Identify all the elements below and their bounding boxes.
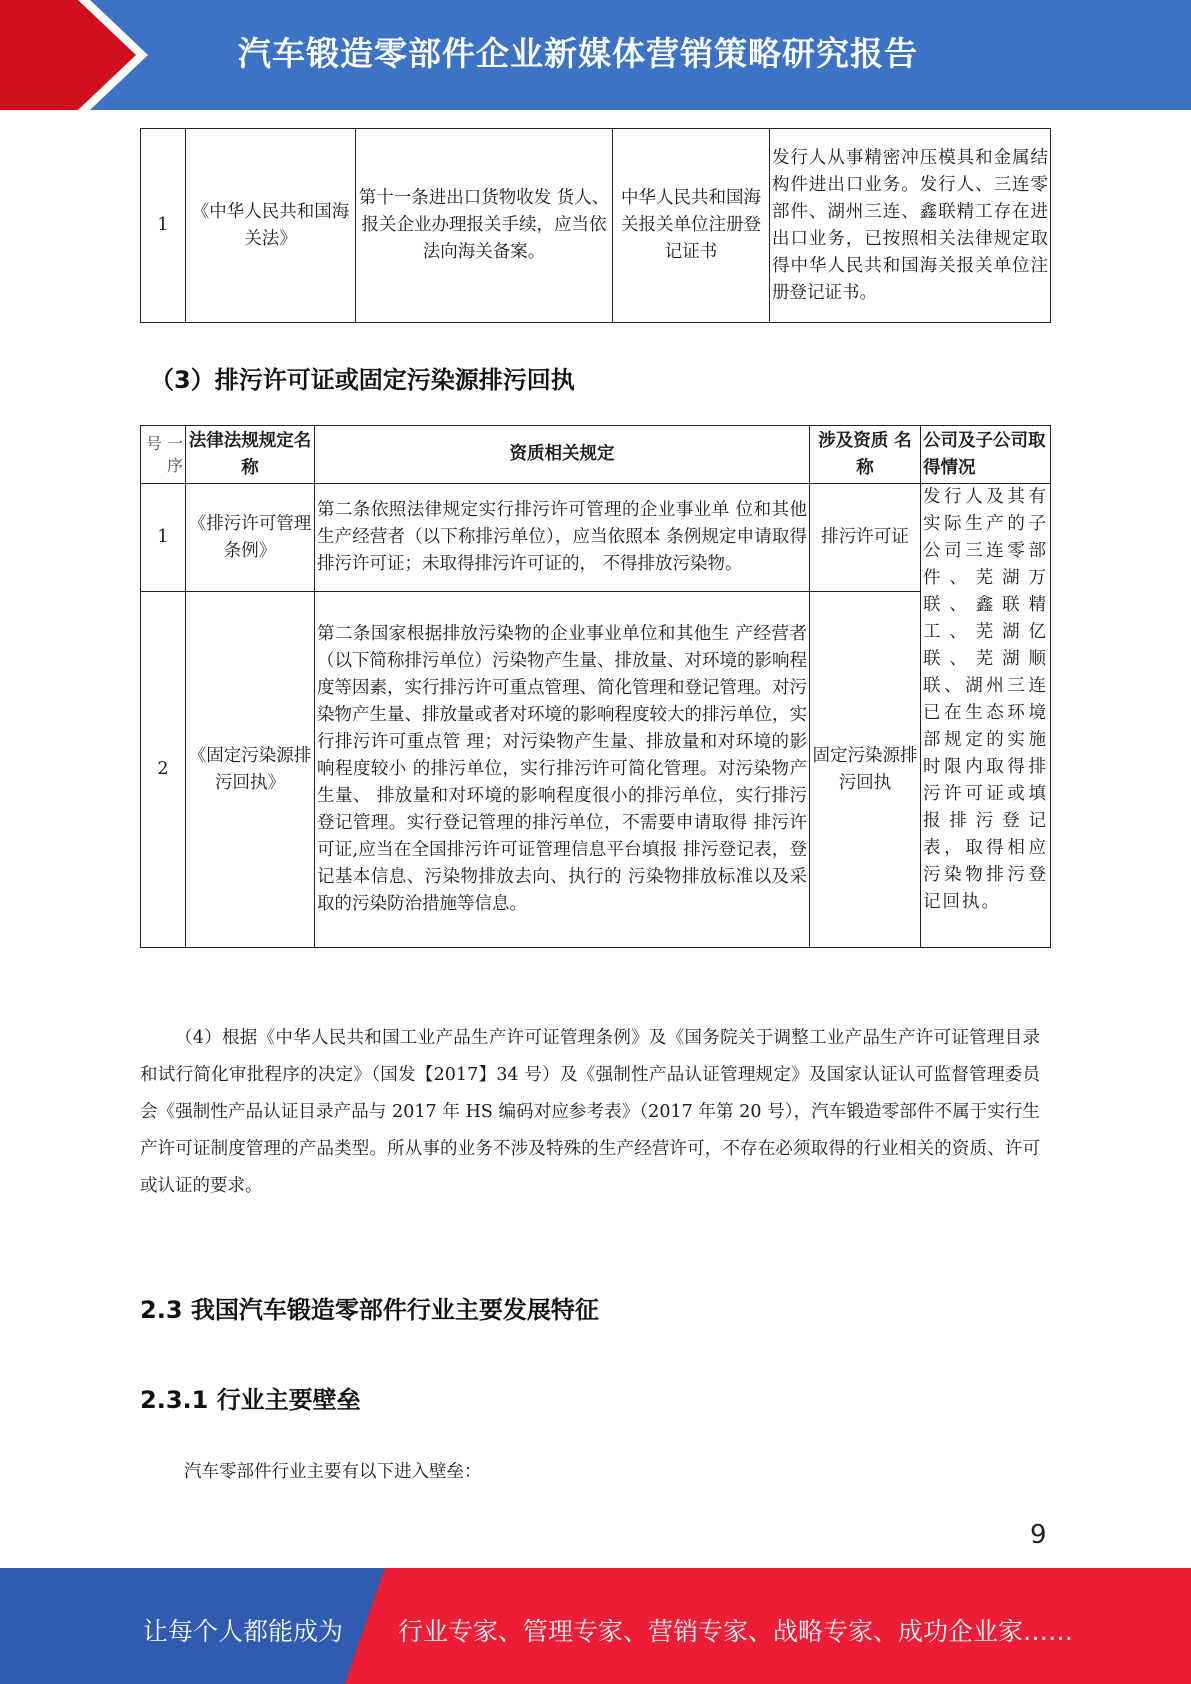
qualification-name: 中华人民共和国海关报关单位注册登记证书 [613,129,770,323]
header-no [141,426,186,484]
page-number: 9 [1030,1520,1047,1550]
qualification-name: 固定污染源排污回执 [810,592,921,948]
row-number: 2 [141,592,186,948]
section-heading-3: （3）排污许可证或固定污染源排污回执 [150,366,575,394]
section-heading-2-3-1: 2.3.1 行业主要壁垒 [140,1386,361,1414]
rule-text: 第二条依照法律规定实行排污许可管理的企业事业单 位和其他生产经营者（以下称排污单位），应当依照本 条例规定申请取得排污许可证；未取得排污许可证的， 不得排放污染物。 [315,484,810,592]
table-row [141,592,1051,948]
row-number: 1 [141,129,186,323]
law-name: 《中华人民共和国海关法》 [186,129,356,323]
table-header-row [141,426,1051,484]
header-qualification: 涉及资质 名称 [810,426,921,484]
row-number: 1 [141,484,186,592]
header-no-top: 号 一 [145,433,183,453]
acquisition-status: 发行人从事精密冲压模具和金属结构件进出口业务。发行人、三连零部件、湖州三连、鑫联精工存在进出口业务，已按照相关法律规定取得中华人民共和国海关报关单位注册登记证书。 [770,129,1051,323]
page-footer [0,1568,1191,1684]
law-name: 《固定污染源排污回执》 [186,592,315,948]
intro-paragraph: 汽车零部件行业主要有以下进入壁垒： [184,1462,482,1482]
table-row [141,484,1051,592]
rule-text: 第二条国家根据排放污染物的企业事业单位和其他生 产经营者（以下简称排污单位）污染物产生量、排放量、对环境的影响程度等因素，实行排污许可重点管理、简化管理和登记管理。对污染物产生量、排放量或者对环境的影响程度较大的排污单位，实行排污许可重点管 理；对污染物产生量、排放量和对环境的影响程度较小 的排污单位，实行排污许可简化管理。对污染物产生量、 排放量和对环境的影响程度很小的排污单位，实行排污 登记管理。实行登记管理的排污单位，不需要申请取得 排污许可证,应当在全国排污许可证管理信息平台填报 排污登记表，登记基本信息、污染物排放去向、执行的 污染物排放标准以及采取的污染防治措施等信息。 [315,592,810,948]
header-rule: 资质相关规定 [315,426,810,484]
paragraph-4: （4）根据《中华人民共和国工业产品生产许可证管理条例》及《国务院关于调整工业产品生产许可证管理目录和试行简化审批程序的决定》（国发【2017】34 号）及《强制性产品认证管理规定》及国家认证认可监督管理委员会《强制性产品认证目录产品与 2017 年 HS 编码对应参考表》（2017 年第 20 号），汽车锻造零部件不属于实行生产许可证制度管理的产品类型。所从事的业务不涉及特殊的生产经营许可，不存在必须取得的行业相关的资质、许可或认证的要求。 [140,1028,1040,1196]
customs-table [140,128,1051,323]
pollution-permit-table [140,425,1051,948]
acquisition-status: 发行人及其有实际生产的子公司三连零部件、芜湖万联、鑫联精工、芜湖亿联、芜湖顺联、湖州三连已在生态环境部规定的实施时限内取得排污许可证或填报排污登记表，取得相应污染物排污登记回执。 [921,484,1051,948]
section-heading-2-3: 2.3 我国汽车锻造零部件行业主要发展特征 [140,1296,599,1324]
footer-slogan-right: 行业专家、管理专家、营销专家、战略专家、成功企业家…… [398,1617,1074,1646]
table-row [141,129,1051,323]
header-status: 公司及子公司取得情况 [921,426,1051,484]
page-header [0,0,1191,110]
header-red-arrow [0,0,160,110]
law-name: 《排污许可管理条例》 [186,484,315,592]
page-title: 汽车锻造零部件企业新媒体营销策略研究报告 [238,34,918,73]
rule-text: 第十一条进出口货物收发 货人、报关企业办理报关手续，应当依法向海关备案。 [356,129,613,323]
header-law: 法律法规规定名称 [186,426,315,484]
header-no-label: 序 [166,455,183,475]
footer-slogan-left: 让每个人都能成为 [143,1617,344,1646]
qualification-name: 排污许可证 [810,484,921,592]
